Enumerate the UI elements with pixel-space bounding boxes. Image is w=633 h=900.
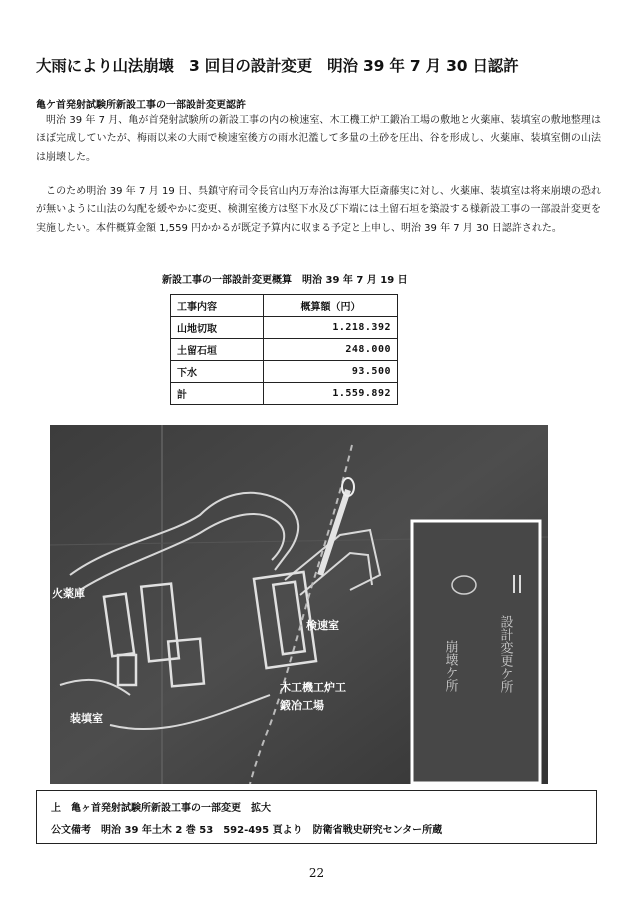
page-number: 22 [308, 866, 325, 880]
body-paragraph-2: このため明治 39 年 7 月 19 日、呉鎮守府司令長官山内万寿治は海軍大臣斎藤実に対し、火薬庫、装填室は将来崩壊の恐れが無いように山法の勾配を緩やかに変更、検測室後方は堅下水及び下端には土留石垣を築設する様新設工事の一部設計変更を実施したい。本件概算金額 1,559 円かかるが既定予算内に収まる予定と上申し、明治 39 年 7 月 30 日認許された。 [36, 186, 601, 234]
caption-line-1: 上 亀ヶ首発射試験所新設工事の一部変更 拡大 [51, 803, 271, 814]
column-header-item: 工事内容 [171, 295, 264, 317]
table-cell-amount: 1.218.392 [264, 317, 398, 339]
body-paragraph-1: 明治 39 年 7 月、亀が首発射試験所の新設工事の内の検速室、木工機工炉工鍛冶工場の敷地と火薬庫、装填室の敷地整理はほぼ完成していたが、梅雨以来の大雨で検速室後方の雨水氾濫して多量の土砂を圧出、谷を形成し、火薬庫、装填室側の山法は崩壊した。 [36, 115, 601, 163]
handwritten-change-note: 設計変更ケ所 [497, 615, 513, 693]
label-loading-room: 装填室 [70, 712, 103, 725]
label-forge: 鍛冶工場 [280, 699, 324, 712]
table-cell-amount: 1.559.892 [264, 383, 398, 405]
table-row [171, 361, 398, 383]
table-row [171, 339, 398, 361]
plan-drawing [50, 425, 548, 784]
table-cell-item: 計 [171, 383, 264, 405]
label-speed-test-room: 検速室 [306, 619, 339, 632]
page-title: 大雨により山法崩壊 3 回目の設計変更 明治 39 年 7 月 30 日認許 [36, 57, 519, 75]
table-cell-item: 下水 [171, 361, 264, 383]
figure-caption-box [36, 790, 597, 844]
table-cell-item: 山地切取 [171, 317, 264, 339]
table-cell-amount: 248.000 [264, 339, 398, 361]
label-workshop: 木工機工炉工 [280, 681, 346, 694]
table-cell-item: 土留石垣 [171, 339, 264, 361]
table-header-row [171, 295, 398, 317]
table-total-row [171, 383, 398, 405]
table-cell-amount: 93.500 [264, 361, 398, 383]
table-row [171, 317, 398, 339]
historical-plan-photo [50, 425, 548, 784]
column-header-amount: 概算額（円） [264, 295, 398, 317]
handwritten-collapse-note: 崩壊ケ所 [442, 640, 458, 692]
caption-source-line: 公文備考 明治 39 年土木 2 巻 53 592-495 頁より 防衛省戦史研究センター所蔵 [51, 825, 443, 836]
estimate-table [170, 294, 398, 405]
table-caption: 新設工事の一部設計変更概算 明治 39 年 7 月 19 日 [162, 275, 408, 286]
label-powder-magazine: 火薬庫 [52, 587, 85, 600]
section-heading: 亀ケ首発射試験所新設工事の一部設計変更認許 [36, 100, 246, 111]
inset-enlargement [412, 521, 540, 783]
